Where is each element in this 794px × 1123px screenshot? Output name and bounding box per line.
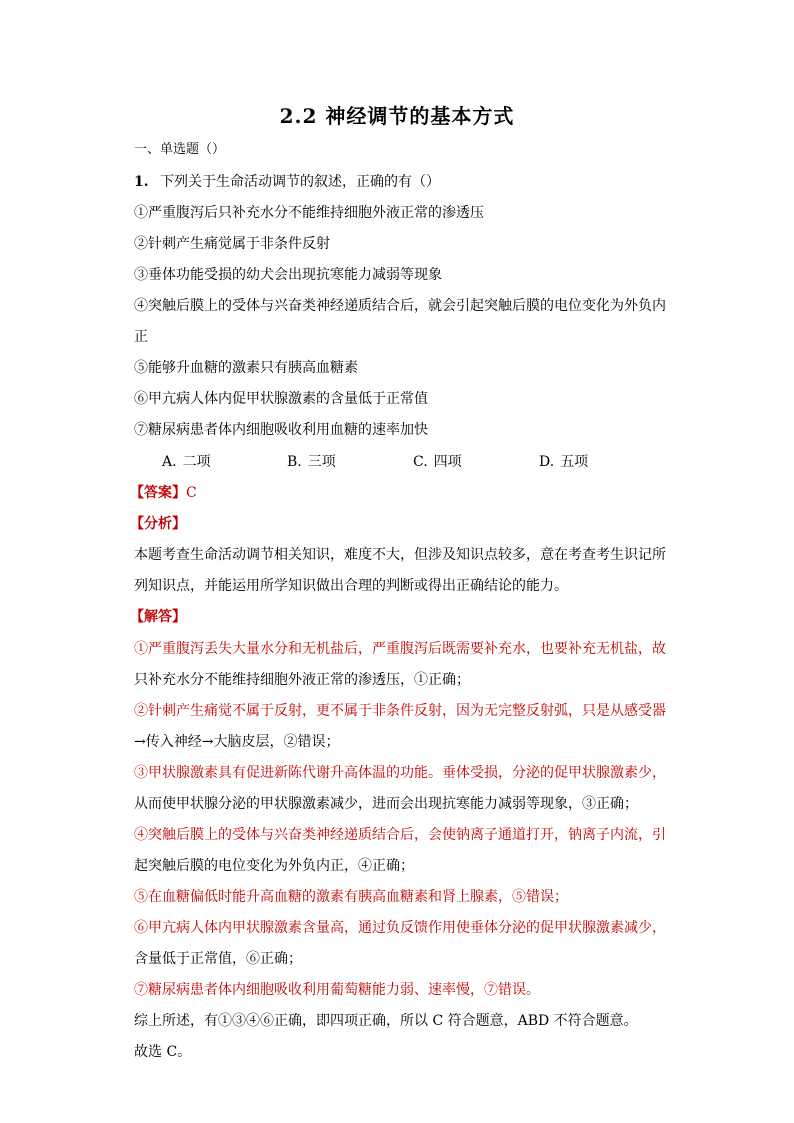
solution-line-11: 含量低于正常值，⑥正确；: [134, 951, 302, 967]
solution-line-10: ⑥甲亢病人体内甲状腺激素含量高，通过负反馈作用使垂体分泌的促甲状腺激素减少，: [134, 920, 666, 936]
section-heading: 一、单选题（）: [134, 142, 226, 157]
solution-heading: [130, 607, 186, 627]
option-d: [539, 452, 588, 472]
statement-2: ②针刺产生痛觉属于非条件反射: [134, 236, 330, 252]
statement-3: ③垂体功能受损的幼犬会出现抗寒能力减弱等现象: [134, 267, 442, 283]
analysis-line-1: 本题考查生命活动调节相关知识，难度不大，但涉及知识点较多，意在考查考生识记所: [134, 547, 666, 563]
option-b-letter: B.: [287, 454, 302, 470]
statement-4-continued: 正: [134, 329, 148, 345]
option-a-letter: A.: [162, 454, 177, 470]
option-b: [287, 452, 336, 472]
solution-line-2: 只补充水分不能维持细胞外液正常的渗透压，①正确；: [134, 672, 470, 688]
solution-line-6: 从而使甲状腺分泌的甲状腺激素减少，进而会出现抗寒能力减弱等现象，③正确；: [134, 796, 638, 812]
solution-line-3: ②针刺产生痛觉不属于反射，更不属于非条件反射，因为无完整反射弧，只是从感受器: [134, 703, 666, 719]
summary-line-2: 故选 C。: [134, 1044, 192, 1060]
option-c: [413, 452, 462, 472]
analysis-heading: [130, 514, 186, 534]
option-b-text: 三项: [307, 454, 336, 470]
option-d-letter: D.: [539, 454, 555, 470]
statement-5: ⑤能够升血糖的激素只有胰高血糖素: [134, 360, 358, 376]
solution-line-1: ①严重腹泻丢失大量水分和无机盐后，严重腹泻后既需要补充水，也要补充无机盐，故: [134, 641, 666, 657]
answer-line: [130, 483, 197, 503]
solution-line-8: 起突触后膜的电位变化为外负内正，④正确；: [134, 858, 414, 874]
statement-6: ⑥甲亢病人体内促甲状腺激素的含量低于正常值: [134, 391, 428, 407]
solution-line-7: ④突触后膜上的受体与兴奋类神经递质结合后，会使钠离子通道打开，钠离子内流，引: [134, 827, 666, 843]
option-a-text: 二项: [182, 454, 211, 470]
statement-7: ⑦糖尿病患者体内细胞吸收利用血糖的速率加快: [134, 422, 428, 438]
option-c-text: 四项: [433, 454, 462, 470]
analysis-label: 【分析】: [130, 516, 186, 532]
question-stem: [134, 172, 440, 192]
option-c-letter: C.: [413, 454, 428, 470]
question-text: 下列关于生命活动调节的叙述，正确的有（）: [160, 174, 440, 190]
option-d-text: 五项: [560, 454, 589, 470]
statement-4: ④突触后膜上的受体与兴奋类神经递质结合后，就会引起突触后膜的电位变化为外负内: [134, 298, 666, 314]
page-title: 2.2 神经调节的基本方式: [279, 104, 515, 128]
option-a: [162, 452, 211, 472]
answer-label: 【答案】: [130, 485, 186, 501]
summary-line-1: 综上所述，有①③④⑥正确，即四项正确，所以 C 符合题意，ABD 不符合题意。: [134, 1013, 638, 1029]
solution-line-12: ⑦糖尿病患者体内细胞吸收利用葡萄糖能力弱、速率慢，⑦错误。: [134, 982, 540, 998]
analysis-line-2: 列知识点，并能运用所学知识做出合理的判断或得出正确结论的能力。: [134, 578, 568, 594]
statement-1: ①严重腹泻后只补充水分不能维持细胞外液正常的渗透压: [134, 205, 484, 221]
answer-value: C: [186, 485, 197, 501]
solution-label: 【解答】: [130, 609, 186, 625]
solution-line-5: ③甲状腺激素具有促进新陈代谢升高体温的功能。垂体受损，分泌的促甲状腺激素少，: [134, 765, 666, 781]
question-number: 1.: [134, 174, 149, 190]
solution-line-4: →传入神经→大脑皮层，②错误；: [134, 734, 340, 750]
solution-line-9: ⑤在血糖偏低时能升高血糖的激素有胰高血糖素和肾上腺素，⑤错误；: [134, 889, 568, 905]
